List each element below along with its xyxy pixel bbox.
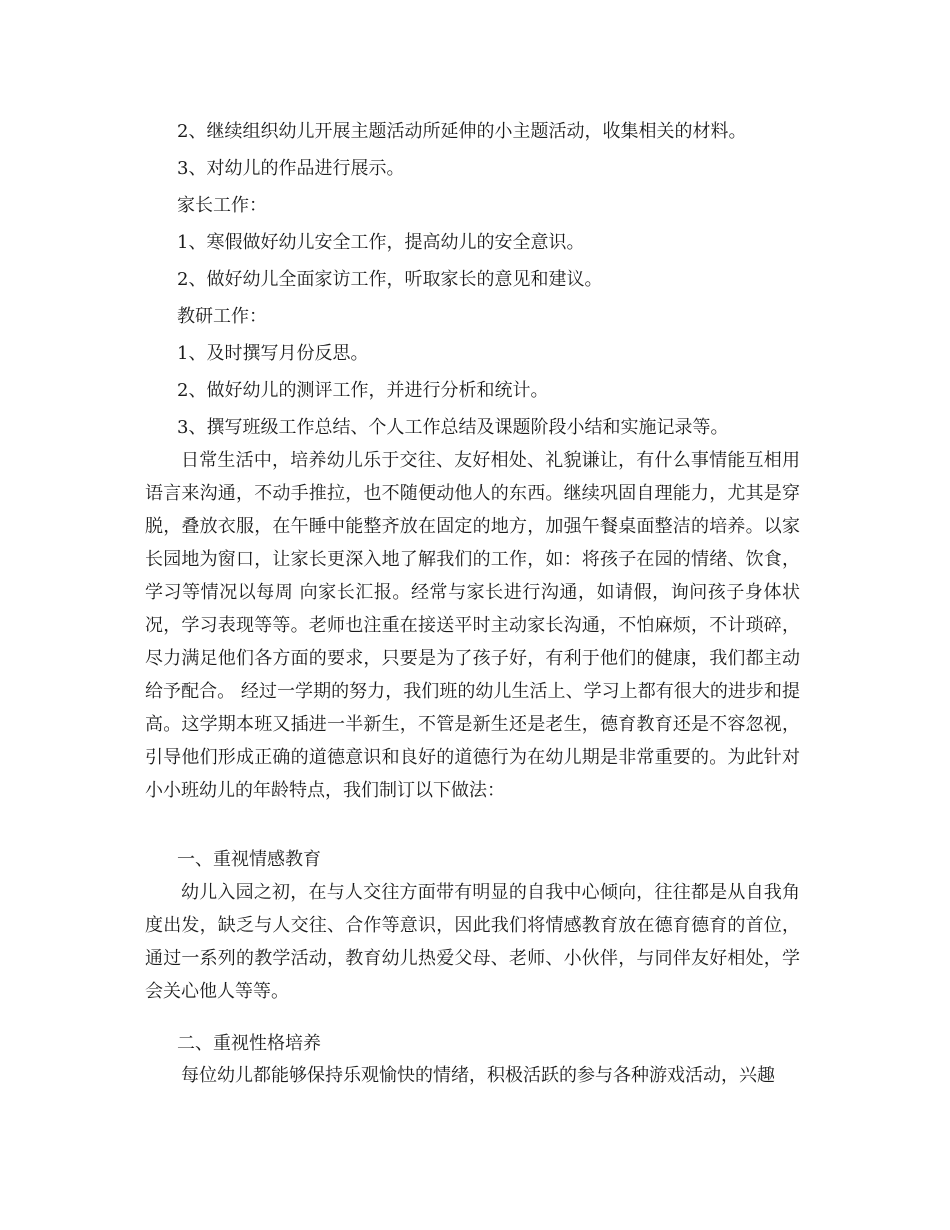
list-item: 2、做好幼儿的测评工作，并进行分析和统计。 bbox=[177, 380, 549, 401]
section-heading: 二、重视性格培养 bbox=[177, 1033, 321, 1054]
body-paragraph: 幼儿入园之初，在与人交往方面带有明显的自我中心倾向，往往都是从自我角度出发，缺乏与人交往、合作等意识，因此我们将情感教育放在德育德育的首位，通过一系列的教学活动，教育幼儿热爱父母、老师、小伙伴，与同伴友好相处，学会关心他人等等。 bbox=[145, 882, 800, 1002]
body-paragraph: 每位幼儿都能够保持乐观愉快的情绪，积极活跃的参与各种游戏活动，兴趣 bbox=[181, 1065, 775, 1086]
list-item: 1、寒假做好幼儿安全工作，提高幼儿的安全意识。 bbox=[177, 232, 585, 253]
list-item: 2、做好幼儿全面家访工作，听取家长的意见和建议。 bbox=[177, 269, 603, 290]
list-item: 1、及时撰写月份反思。 bbox=[177, 343, 369, 364]
list-item: 3、对幼儿的作品进行展示。 bbox=[177, 158, 405, 179]
section-label: 教研工作： bbox=[177, 306, 267, 327]
list-item: 3、撰写班级工作总结、个人工作总结及课题阶段小结和实施记录等。 bbox=[177, 417, 729, 438]
list-item: 2、继续组织幼儿开展主题活动所延伸的小主题活动，收集相关的材料。 bbox=[177, 121, 747, 142]
section-heading: 一、重视情感教育 bbox=[177, 849, 321, 870]
section-label: 家长工作： bbox=[177, 195, 267, 216]
body-paragraph: 日常生活中，培养幼儿乐于交往、友好相处、礼貌谦让，有什么事情能互相用语言来沟通，不动手推拉，也不随便动他人的东西。继续巩固自理能力，尤其是穿脱，叠放衣服，在午睡中能整齐放在固定的地方，加强午餐桌面整洁的培养。以家长园地为窗口，让家长更深入地了解我们的工作，如：将孩子在园的情绪、饮食，学习等情况以每周 向家长汇报。经常与家长进行沟通，如请假，询问孩子身体状况，学习表现等等。老师也注重在接送平时主动家长沟通，不怕麻烦，不计琐碎，尽力满足他们各方面的要求，只要是为了孩子好，有利于他们的健康，我们都主动给予配合。 经过一学期的努力，我们班的幼儿生活上、学习上都有很大的进步和提高。这学期本班又插进一半新生，不管是新生还是老生，德育教育还是不容忽视，引导他们形成正确的道德意识和良好的道德行为在幼儿期是非常重要的。为此针对小小班幼儿的年龄特点，我们制订以下做法： bbox=[145, 450, 800, 801]
